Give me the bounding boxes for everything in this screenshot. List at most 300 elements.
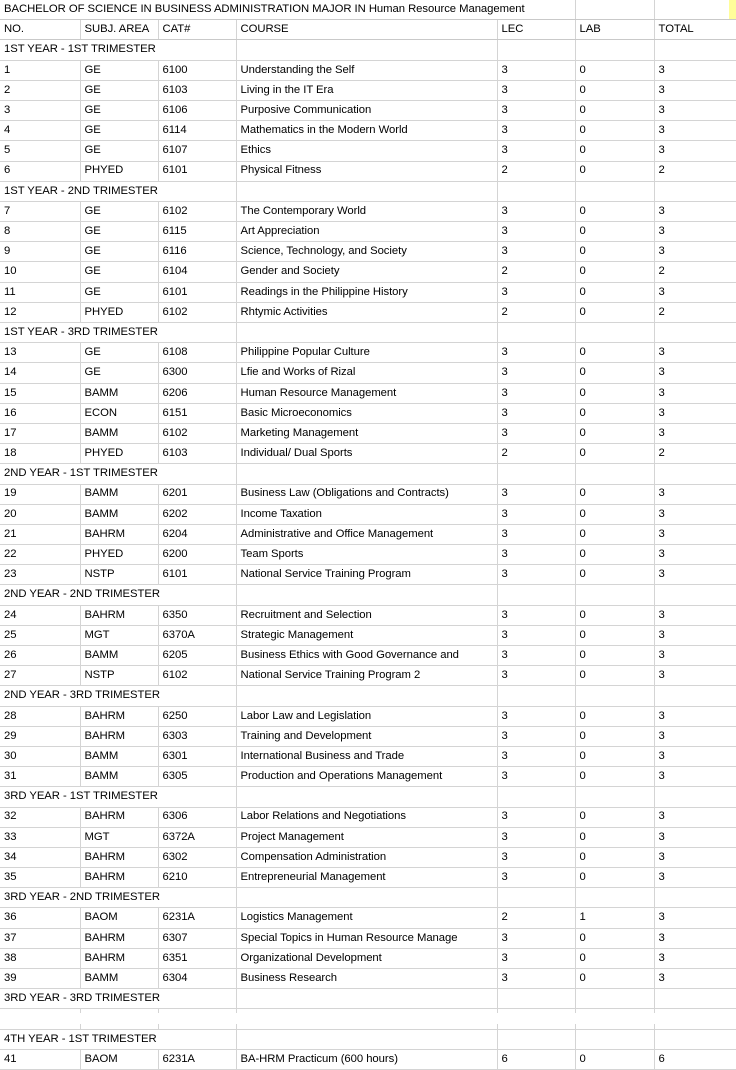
- cell-subject: BAOM: [80, 1049, 158, 1069]
- cell-total: 3: [654, 141, 736, 161]
- cell-lec: 3: [497, 726, 575, 746]
- cell-subject: GE: [80, 242, 158, 262]
- cell-course: Administrative and Office Management: [236, 524, 497, 544]
- cell-lec: 3: [497, 121, 575, 141]
- cell-no: 3: [0, 100, 80, 120]
- cell-subject: MGT: [80, 625, 158, 645]
- cell-course: Basic Microeconomics: [236, 403, 497, 423]
- trimester-section-row: [0, 888, 736, 908]
- table-row[interactable]: [0, 605, 736, 625]
- cell-total: 3: [654, 201, 736, 221]
- cell-total: 3: [654, 646, 736, 666]
- table-row[interactable]: [0, 565, 736, 585]
- trimester-course-blank: [236, 464, 497, 484]
- table-row[interactable]: [0, 343, 736, 363]
- cell-subject: GE: [80, 121, 158, 141]
- cell-no: 29: [0, 726, 80, 746]
- cell-total: 3: [654, 403, 736, 423]
- table-row[interactable]: [0, 201, 736, 221]
- cell-course: Entrepreneurial Management: [236, 868, 497, 888]
- cell-lab: 0: [575, 545, 654, 565]
- table-row[interactable]: [0, 726, 736, 746]
- cell-course: Organizational Development: [236, 948, 497, 968]
- cell-lab: 0: [575, 726, 654, 746]
- trimester-label: 4TH YEAR - 1ST TRIMESTER: [0, 1029, 236, 1049]
- table-row[interactable]: [0, 706, 736, 726]
- cell-lab: 0: [575, 847, 654, 867]
- cell-total: 3: [654, 605, 736, 625]
- cell-no: 36: [0, 908, 80, 928]
- cell-total: 3: [654, 60, 736, 80]
- cell-lec: 2: [497, 908, 575, 928]
- cell-total: 3: [654, 666, 736, 686]
- cell-course: Business Ethics with Good Governance and: [236, 646, 497, 666]
- cell-lec: 3: [497, 141, 575, 161]
- trimester-lec-blank: [497, 585, 575, 605]
- cell-no: 41: [0, 1049, 80, 1069]
- cell-lab: 0: [575, 646, 654, 666]
- cell-cat: 6114: [158, 121, 236, 141]
- cell-lec: 3: [497, 524, 575, 544]
- cell-lec: 3: [497, 767, 575, 787]
- cell-lec: 3: [497, 363, 575, 383]
- trimester-lec-blank: [497, 181, 575, 201]
- cell-total: 3: [654, 827, 736, 847]
- cell-lab: 0: [575, 767, 654, 787]
- trimester-total-blank: [654, 787, 736, 807]
- cell-course: International Business and Trade: [236, 746, 497, 766]
- cell-lec: 3: [497, 625, 575, 645]
- cell-total: 3: [654, 726, 736, 746]
- trimester-lab-blank: [575, 989, 654, 1009]
- cell-no: 35: [0, 868, 80, 888]
- cell-no: 9: [0, 242, 80, 262]
- cell-subject: BAHRM: [80, 928, 158, 948]
- cell-subject: GE: [80, 141, 158, 161]
- cell-total: 3: [654, 625, 736, 645]
- cell-total: 3: [654, 222, 736, 242]
- cell-lab: 0: [575, 969, 654, 989]
- cell-lab: 0: [575, 1049, 654, 1069]
- cell-course: Readings in the Philippine History: [236, 282, 497, 302]
- cell-lab: 0: [575, 403, 654, 423]
- cell-no: 11: [0, 282, 80, 302]
- cell-subject: PHYED: [80, 444, 158, 464]
- table-row[interactable]: [0, 545, 736, 565]
- cell-no: 12: [0, 302, 80, 322]
- cell-lec: 2: [497, 444, 575, 464]
- trimester-label: 1ST YEAR - 2ND TRIMESTER: [0, 181, 236, 201]
- table-row[interactable]: [0, 282, 736, 302]
- cell-course: Strategic Management: [236, 625, 497, 645]
- cell-no: 14: [0, 363, 80, 383]
- table-row[interactable]: [0, 484, 736, 504]
- cell-lec: 3: [497, 100, 575, 120]
- cell-course: Science, Technology, and Society: [236, 242, 497, 262]
- cell-no: 27: [0, 666, 80, 686]
- trimester-section-row: [0, 40, 736, 60]
- column-header-lec: LEC: [497, 20, 575, 40]
- cell-no: 18: [0, 444, 80, 464]
- cell-no: 10: [0, 262, 80, 282]
- cell-cat: 6302: [158, 847, 236, 867]
- trimester-total-blank: [654, 40, 736, 60]
- cell-course: Gender and Society: [236, 262, 497, 282]
- table-row[interactable]: [0, 908, 736, 928]
- cell-subject: NSTP: [80, 565, 158, 585]
- cell-no: 30: [0, 746, 80, 766]
- cell-total: 3: [654, 282, 736, 302]
- column-header-cat: CAT#: [158, 20, 236, 40]
- trimester-course-blank: [236, 181, 497, 201]
- cell-subject: BAMM: [80, 484, 158, 504]
- cell-lab: 0: [575, 60, 654, 80]
- cell-total: 3: [654, 80, 736, 100]
- cell-lec: 3: [497, 706, 575, 726]
- trimester-course-blank: [236, 888, 497, 908]
- cell-cat: 6103: [158, 444, 236, 464]
- cell-cat: 6102: [158, 201, 236, 221]
- trimester-lec-blank: [497, 40, 575, 60]
- trimester-lec-blank: [497, 787, 575, 807]
- cell-cat: 6350: [158, 605, 236, 625]
- cell-cat: 6205: [158, 646, 236, 666]
- cell-cat: 6102: [158, 666, 236, 686]
- cell-subject: BAHRM: [80, 807, 158, 827]
- cell-no: 8: [0, 222, 80, 242]
- cell-lec: 3: [497, 504, 575, 524]
- cell-no: 5: [0, 141, 80, 161]
- trimester-total-blank: [654, 1029, 736, 1049]
- cell-lec: 2: [497, 262, 575, 282]
- cell-course: Physical Fitness: [236, 161, 497, 181]
- document-title-row: [0, 0, 736, 20]
- cell-subject: BAMM: [80, 423, 158, 443]
- cell-lec: 3: [497, 605, 575, 625]
- trimester-course-blank: [236, 40, 497, 60]
- cell-no: 23: [0, 565, 80, 585]
- cell-no: 20: [0, 504, 80, 524]
- cell-subject: GE: [80, 282, 158, 302]
- cell-total: 3: [654, 868, 736, 888]
- trimester-course-blank: [236, 1029, 497, 1049]
- cell-no: 32: [0, 807, 80, 827]
- trimester-label: 2ND YEAR - 2ND TRIMESTER: [0, 585, 236, 605]
- cell-cat: 6116: [158, 242, 236, 262]
- cell-course: Labor Law and Legislation: [236, 706, 497, 726]
- cell-lec: 3: [497, 484, 575, 504]
- cell-lab: 0: [575, 201, 654, 221]
- table-row[interactable]: [0, 504, 736, 524]
- trimester-lab-blank: [575, 585, 654, 605]
- trimester-course-blank: [236, 323, 497, 343]
- trimester-total-blank: [654, 323, 736, 343]
- cell-no: 34: [0, 847, 80, 867]
- cell-course: BA-HRM Practicum (600 hours): [236, 1049, 497, 1069]
- table-row[interactable]: [0, 948, 736, 968]
- cell-no: 38: [0, 948, 80, 968]
- cell-lab: 0: [575, 302, 654, 322]
- cell-total: 3: [654, 767, 736, 787]
- cell-course: Rhtymic Activities: [236, 302, 497, 322]
- cell-lab: 0: [575, 524, 654, 544]
- cell-lec: 3: [497, 928, 575, 948]
- cell-lec: 3: [497, 201, 575, 221]
- cell-total: 3: [654, 928, 736, 948]
- cell-subject: GE: [80, 100, 158, 120]
- cell-cat: 6115: [158, 222, 236, 242]
- cell-total: 3: [654, 948, 736, 968]
- cell-subject: GE: [80, 343, 158, 363]
- cell-cat: 6104: [158, 262, 236, 282]
- cell-lec: 3: [497, 948, 575, 968]
- cell-cat: 6206: [158, 383, 236, 403]
- cell-cat: 6303: [158, 726, 236, 746]
- cell-lab: 0: [575, 242, 654, 262]
- cell-no: 24: [0, 605, 80, 625]
- cell-lec: 3: [497, 565, 575, 585]
- table-row[interactable]: [0, 242, 736, 262]
- cell-lec: 3: [497, 383, 575, 403]
- table-row[interactable]: [0, 767, 736, 787]
- trimester-label: 3RD YEAR - 3RD TRIMESTER: [0, 989, 236, 1009]
- cell-subject: BAHRM: [80, 706, 158, 726]
- trimester-lec-blank: [497, 888, 575, 908]
- table-row[interactable]: [0, 141, 736, 161]
- table-row[interactable]: [0, 625, 736, 645]
- cell-lab: 0: [575, 383, 654, 403]
- cell-lec: 3: [497, 242, 575, 262]
- cell-lab: 0: [575, 484, 654, 504]
- cell-course: Living in the IT Era: [236, 80, 497, 100]
- table-row[interactable]: [0, 60, 736, 80]
- cell-course: Logistics Management: [236, 908, 497, 928]
- cell-subject: GE: [80, 80, 158, 100]
- cell-course: Marketing Management: [236, 423, 497, 443]
- cell-cat: 6200: [158, 545, 236, 565]
- trimester-total-blank: [654, 181, 736, 201]
- cell-cat: 6101: [158, 565, 236, 585]
- cell-no: 1: [0, 60, 80, 80]
- cell-lec: 3: [497, 60, 575, 80]
- table-row[interactable]: [0, 383, 736, 403]
- cell-course: Lfie and Works of Rizal: [236, 363, 497, 383]
- cell-no: 17: [0, 423, 80, 443]
- table-row[interactable]: [0, 100, 736, 120]
- cell-course: Understanding the Self: [236, 60, 497, 80]
- table-row[interactable]: [0, 746, 736, 766]
- cell-subject: PHYED: [80, 302, 158, 322]
- cell-no: 15: [0, 383, 80, 403]
- trimester-lab-blank: [575, 1029, 654, 1049]
- cell-lec: 3: [497, 807, 575, 827]
- trimester-section-row: [0, 464, 736, 484]
- cell-cat: 6301: [158, 746, 236, 766]
- cell-subject: BAMM: [80, 383, 158, 403]
- cell-lab: 1: [575, 908, 654, 928]
- table-row[interactable]: [0, 646, 736, 666]
- column-header-no: NO.: [0, 20, 80, 40]
- trimester-lab-blank: [575, 464, 654, 484]
- cell-course: Human Resource Management: [236, 383, 497, 403]
- column-header-subject: SUBJ. AREA: [80, 20, 158, 40]
- cell-total: 3: [654, 343, 736, 363]
- cell-lab: 0: [575, 746, 654, 766]
- cell-no: 19: [0, 484, 80, 504]
- cell-course: Labor Relations and Negotiations: [236, 807, 497, 827]
- cell-course: Compensation Administration: [236, 847, 497, 867]
- cell-cat: 6108: [158, 343, 236, 363]
- cell-total: 3: [654, 746, 736, 766]
- table-row[interactable]: [0, 666, 736, 686]
- trimester-section-row: [0, 323, 736, 343]
- cell-lec: 2: [497, 161, 575, 181]
- cell-cat: 6305: [158, 767, 236, 787]
- trimester-course-blank: [236, 787, 497, 807]
- cell-lab: 0: [575, 625, 654, 645]
- table-row[interactable]: [0, 1049, 736, 1069]
- cell-subject: PHYED: [80, 545, 158, 565]
- cell-course: Recruitment and Selection: [236, 605, 497, 625]
- trimester-label: 3RD YEAR - 2ND TRIMESTER: [0, 888, 236, 908]
- trimester-total-blank: [654, 888, 736, 908]
- table-row[interactable]: [0, 161, 736, 181]
- trimester-section-row: [0, 989, 736, 1009]
- trimester-lab-blank: [575, 40, 654, 60]
- cell-lec: 3: [497, 403, 575, 423]
- table-row[interactable]: [0, 827, 736, 847]
- cell-cat: 6204: [158, 524, 236, 544]
- cell-lec: 3: [497, 646, 575, 666]
- cell-course: Business Research: [236, 969, 497, 989]
- cell-course: Income Taxation: [236, 504, 497, 524]
- cell-cat: 6250: [158, 706, 236, 726]
- table-row[interactable]: [0, 928, 736, 948]
- cell-subject: BAMM: [80, 767, 158, 787]
- cell-total: 3: [654, 565, 736, 585]
- table-row[interactable]: [0, 524, 736, 544]
- cell-lab: 0: [575, 948, 654, 968]
- cell-course: National Service Training Program: [236, 565, 497, 585]
- cell-no: 6: [0, 161, 80, 181]
- cell-cat: 6306: [158, 807, 236, 827]
- cell-course: The Contemporary World: [236, 201, 497, 221]
- cell-no: 33: [0, 827, 80, 847]
- table-row[interactable]: [0, 302, 736, 322]
- table-row[interactable]: [0, 403, 736, 423]
- cell-lab: 0: [575, 222, 654, 242]
- cell-lec: 3: [497, 827, 575, 847]
- cell-lab: 0: [575, 343, 654, 363]
- table-row[interactable]: [0, 444, 736, 464]
- trimester-lec-blank: [497, 989, 575, 1009]
- cell-subject: GE: [80, 363, 158, 383]
- trimester-label: 2ND YEAR - 1ST TRIMESTER: [0, 464, 236, 484]
- cell-subject: BAMM: [80, 969, 158, 989]
- cell-cat: 6106: [158, 100, 236, 120]
- cell-subject: BAHRM: [80, 847, 158, 867]
- table-row[interactable]: [0, 262, 736, 282]
- cell-total: 2: [654, 444, 736, 464]
- cell-lab: 0: [575, 928, 654, 948]
- cell-cat: 6231A: [158, 908, 236, 928]
- table-row[interactable]: [0, 80, 736, 100]
- cell-total: 3: [654, 706, 736, 726]
- table-row[interactable]: [0, 222, 736, 242]
- table-row[interactable]: [0, 969, 736, 989]
- cell-total: 2: [654, 161, 736, 181]
- cell-no: 28: [0, 706, 80, 726]
- trimester-lec-blank: [497, 323, 575, 343]
- cell-lab: 0: [575, 80, 654, 100]
- trimester-lec-blank: [497, 464, 575, 484]
- trimester-lab-blank: [575, 181, 654, 201]
- cell-subject: BAHRM: [80, 524, 158, 544]
- cell-no: 37: [0, 928, 80, 948]
- trimester-course-blank: [236, 686, 497, 706]
- cell-course: Team Sports: [236, 545, 497, 565]
- cell-cat: 6351: [158, 948, 236, 968]
- cell-course: Project Management: [236, 827, 497, 847]
- trimester-lab-blank: [575, 888, 654, 908]
- cell-lab: 0: [575, 868, 654, 888]
- cell-no: 16: [0, 403, 80, 423]
- cell-subject: PHYED: [80, 161, 158, 181]
- trimester-course-blank: [236, 989, 497, 1009]
- cell-total: 3: [654, 545, 736, 565]
- table-row[interactable]: [0, 868, 736, 888]
- cell-total: 3: [654, 484, 736, 504]
- cell-cat: 6151: [158, 403, 236, 423]
- trimester-section-row: [0, 1029, 736, 1049]
- cell-course: Special Topics in Human Resource Manage: [236, 928, 497, 948]
- table-row[interactable]: [0, 807, 736, 827]
- cell-total: 3: [654, 847, 736, 867]
- trimester-section-row: [0, 686, 736, 706]
- table-header-row: [0, 20, 736, 40]
- cell-course: Production and Operations Management: [236, 767, 497, 787]
- cell-total: 3: [654, 423, 736, 443]
- cell-subject: BAOM: [80, 908, 158, 928]
- table-row[interactable]: [0, 121, 736, 141]
- table-row[interactable]: [0, 847, 736, 867]
- cell-course: Purposive Communication: [236, 100, 497, 120]
- cell-lec: 3: [497, 423, 575, 443]
- cell-lec: 3: [497, 222, 575, 242]
- cell-lab: 0: [575, 827, 654, 847]
- cell-lab: 0: [575, 504, 654, 524]
- trimester-section-row: [0, 585, 736, 605]
- trimester-total-blank: [654, 686, 736, 706]
- cell-course: Business Law (Obligations and Contracts): [236, 484, 497, 504]
- cell-total: 2: [654, 302, 736, 322]
- cell-subject: BAHRM: [80, 726, 158, 746]
- cell-course: Philippine Popular Culture: [236, 343, 497, 363]
- cell-total: 3: [654, 807, 736, 827]
- cell-cat: 6372A: [158, 827, 236, 847]
- table-row[interactable]: [0, 423, 736, 443]
- column-header-course: COURSE: [236, 20, 497, 40]
- table-row[interactable]: [0, 363, 736, 383]
- cell-cat: 6100: [158, 60, 236, 80]
- cell-subject: GE: [80, 262, 158, 282]
- cell-no: 39: [0, 969, 80, 989]
- trimester-label: 2ND YEAR - 3RD TRIMESTER: [0, 686, 236, 706]
- cell-no: 21: [0, 524, 80, 544]
- cell-subject: NSTP: [80, 666, 158, 686]
- cell-course: Mathematics in the Modern World: [236, 121, 497, 141]
- cell-cat: 6370A: [158, 625, 236, 645]
